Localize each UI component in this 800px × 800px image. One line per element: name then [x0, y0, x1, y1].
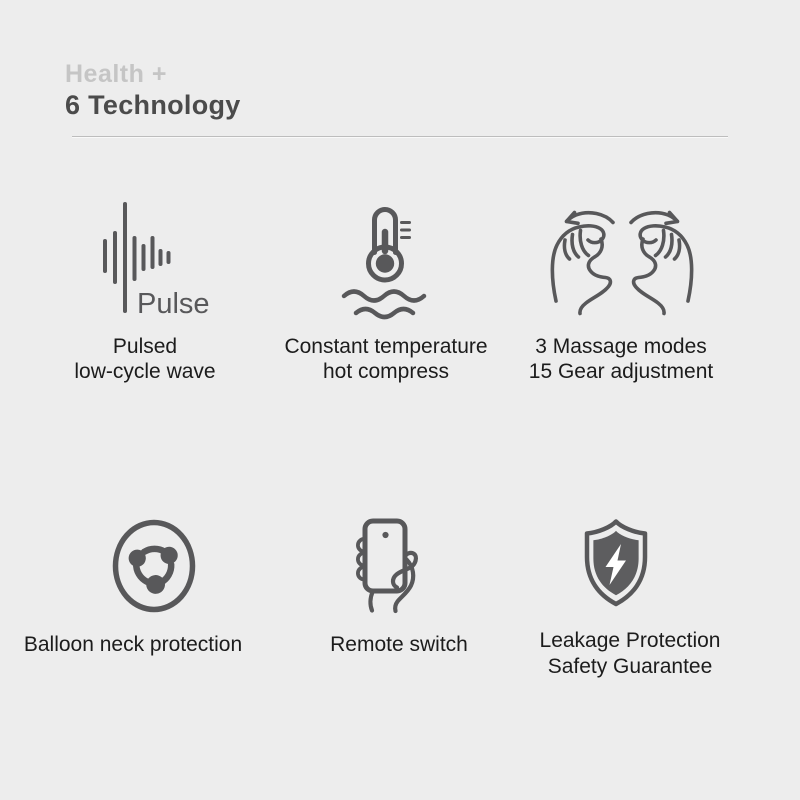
thermometer-icon [335, 200, 435, 325]
feature-label-constant-temperature: Constant temperature hot compress [284, 335, 488, 383]
header-divider [72, 136, 728, 137]
massage-hands-icon [545, 203, 700, 321]
feature-label-massage-modes: 3 Massage modes 15 Gear adjustment [528, 335, 714, 383]
feature-label-remote-switch: Remote switch [330, 633, 468, 656]
feature-label-balloon-neck: Balloon neck protection [23, 633, 243, 656]
page-title: 6 Technology [65, 90, 241, 120]
remote-control-icon [348, 512, 428, 617]
balloon-protection-icon [108, 515, 203, 617]
feature-label-pulse: Pulsed low-cycle wave [74, 335, 216, 383]
header-eyebrow: Health + [65, 60, 167, 88]
feature-label-leakage-protection: Leakage Protection Safety Guarantee [539, 629, 721, 678]
pulse-icon-label: Pulse [137, 288, 210, 320]
pulse-icon [95, 195, 220, 325]
shield-lightning-icon [580, 516, 655, 611]
